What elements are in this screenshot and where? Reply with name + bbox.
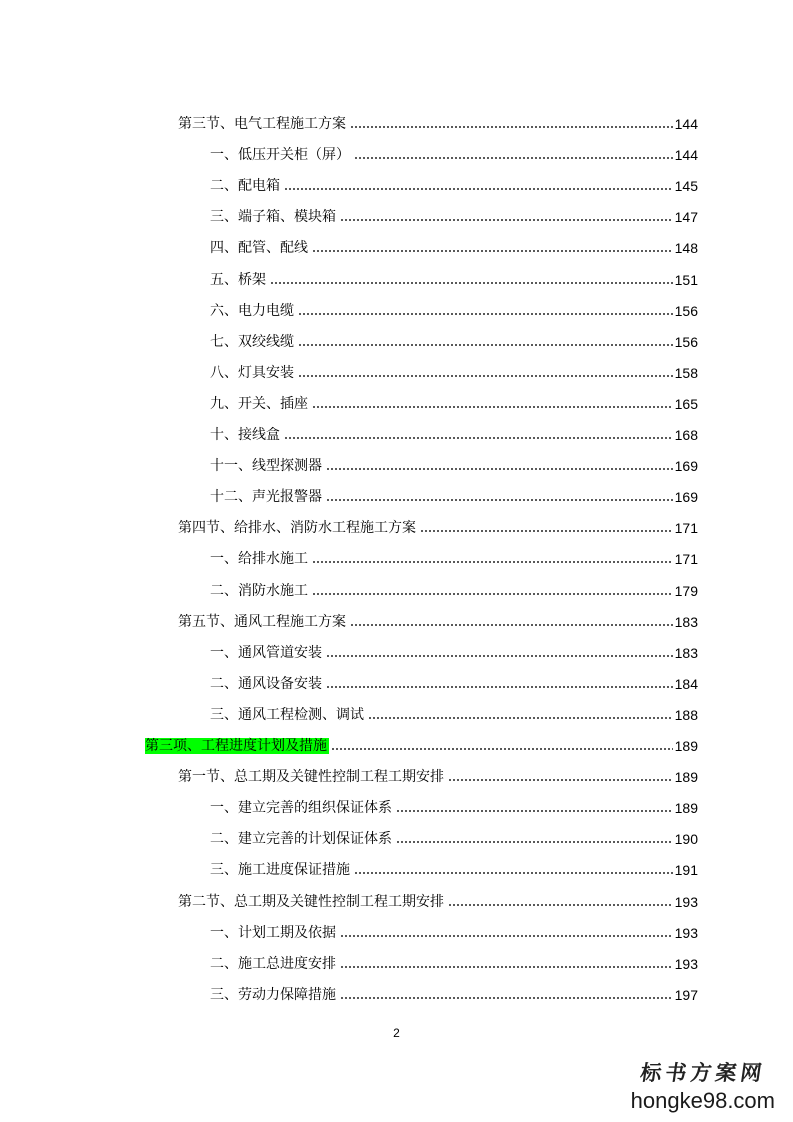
toc-entry[interactable]: [210, 452, 698, 474]
toc-entry-page: 168: [674, 427, 698, 443]
toc-entry-page: 169: [674, 489, 698, 505]
toc-entry[interactable]: [210, 701, 698, 723]
toc-entry-label: 二、配电箱: [210, 178, 280, 194]
watermark-url: hongke98.com: [630, 1088, 775, 1113]
toc-entry-page: 189: [674, 800, 698, 816]
toc-entry-page: 191: [674, 862, 698, 878]
page-number: 2: [393, 1026, 400, 1040]
toc-entry-page: 156: [674, 303, 698, 319]
toc-entry[interactable]: [210, 483, 698, 505]
toc-dot-leader: [354, 157, 673, 159]
toc-entry[interactable]: [210, 919, 698, 941]
toc-dot-leader: [354, 872, 673, 874]
toc-dot-leader: [298, 344, 673, 346]
toc-entry-page: 189: [674, 769, 698, 785]
watermark-title: 标书方案网: [638, 1060, 768, 1085]
toc-entry-page: 183: [674, 645, 698, 661]
toc-entry-label: 十二、声光报警器: [210, 489, 322, 505]
toc-entry-label: 三、劳动力保障措施: [210, 987, 336, 1003]
toc-entry[interactable]: [178, 514, 698, 536]
toc-entry-label: 第三项、工程进度计划及措施: [145, 738, 327, 754]
toc-entry[interactable]: [210, 856, 698, 878]
toc-entry[interactable]: [210, 825, 698, 847]
toc-entry-label: 第二节、总工期及关键性控制工程工期安排: [178, 894, 444, 910]
toc-entry-label: 六、电力电缆: [210, 303, 294, 319]
toc-entry-label: 三、施工进度保证措施: [210, 862, 350, 878]
toc-entry[interactable]: [210, 390, 698, 412]
toc-entry-label: 十一、线型探测器: [210, 458, 322, 474]
toc-dot-leader: [340, 966, 673, 968]
toc-dot-leader: [298, 375, 673, 377]
toc-entry[interactable]: [210, 141, 698, 163]
toc-dot-leader: [340, 219, 673, 221]
toc-entry[interactable]: [178, 110, 698, 132]
toc-entry-page: 171: [674, 520, 698, 536]
toc-entry-page: 165: [674, 396, 698, 412]
toc-entry-page: 171: [674, 551, 698, 567]
toc-entry[interactable]: [210, 545, 698, 567]
toc-entry-page: 190: [674, 831, 698, 847]
toc-entry-label: 第四节、给排水、消防水工程施工方案: [178, 520, 416, 536]
toc-entry-label: 五、桥架: [210, 272, 266, 288]
watermark: [631, 1057, 775, 1114]
toc-dot-leader: [396, 810, 673, 812]
toc-entry[interactable]: [210, 359, 698, 381]
toc-entry-label: 一、给排水施工: [210, 551, 308, 567]
toc-entry[interactable]: [210, 266, 698, 288]
toc-entry-page: 197: [674, 987, 698, 1003]
toc-entry-label: 一、低压开关柜（屏）: [210, 147, 350, 163]
toc-entry-label: 一、计划工期及依据: [210, 925, 336, 941]
toc-entry-page: 147: [674, 209, 698, 225]
toc-dot-leader: [326, 686, 673, 688]
toc-entry[interactable]: [210, 639, 698, 661]
toc-entry-page: 158: [674, 365, 698, 381]
toc-dot-leader: [340, 997, 673, 999]
toc-entry[interactable]: [178, 608, 698, 630]
toc-entry-label: 一、建立完善的组织保证体系: [210, 800, 392, 816]
toc-dot-leader: [298, 313, 673, 315]
toc-dot-leader: [326, 499, 673, 501]
toc-entry-page: 148: [674, 240, 698, 256]
toc-entry-label: 二、通风设备安装: [210, 676, 322, 692]
toc-dot-leader: [326, 655, 673, 657]
toc-entry-label: 一、通风管道安装: [210, 645, 322, 661]
toc-entry-page: 145: [674, 178, 698, 194]
toc-dot-leader: [312, 561, 673, 563]
toc-dot-leader: [448, 904, 673, 906]
toc-entry-label: 三、端子箱、模块箱: [210, 209, 336, 225]
toc-entry[interactable]: [210, 297, 698, 319]
toc-entry-page: 156: [674, 334, 698, 350]
toc-dot-leader: [270, 282, 673, 284]
toc-entry[interactable]: [210, 577, 698, 599]
toc-entry[interactable]: [210, 328, 698, 350]
toc-entry-page: 169: [674, 458, 698, 474]
toc-entry-label: 十、接线盒: [210, 427, 280, 443]
toc-entry-label: 四、配管、配线: [210, 240, 308, 256]
toc-entry-page: 184: [674, 676, 698, 692]
toc-entry-label: 三、通风工程检测、调试: [210, 707, 364, 723]
toc-dot-leader: [448, 779, 673, 781]
toc-entry[interactable]: [178, 763, 698, 785]
toc-entry-page: 193: [674, 925, 698, 941]
toc-entry-label: 二、消防水施工: [210, 583, 308, 599]
toc-entry[interactable]: [210, 421, 698, 443]
toc-dot-leader: [420, 530, 673, 532]
toc-dot-leader: [326, 468, 673, 470]
toc-entry-page: 179: [674, 583, 698, 599]
toc-dot-leader: [340, 935, 673, 937]
toc-dot-leader: [284, 188, 673, 190]
toc-entry[interactable]: [210, 203, 698, 225]
toc-entry[interactable]: [210, 172, 698, 194]
toc-entry-label: 第五节、通风工程施工方案: [178, 614, 346, 630]
toc-entry-page: 189: [674, 738, 698, 754]
toc-entry[interactable]: [210, 950, 698, 972]
toc-entry-page: 151: [674, 272, 698, 288]
toc-entry[interactable]: [145, 732, 698, 754]
toc-entry-page: 193: [674, 894, 698, 910]
toc-entry-page: 193: [674, 956, 698, 972]
toc-dot-leader: [312, 406, 673, 408]
toc-entry-label: 七、双绞线缆: [210, 334, 294, 350]
toc-entry[interactable]: [210, 234, 698, 256]
toc-dot-leader: [396, 841, 673, 843]
toc-dot-leader: [312, 593, 673, 595]
toc-dot-leader: [350, 126, 673, 128]
toc-entry-label: 八、灯具安装: [210, 365, 294, 381]
toc-dot-leader: [368, 717, 673, 719]
toc-entry-page: 144: [674, 116, 698, 132]
toc-entry-label: 第一节、总工期及关键性控制工程工期安排: [178, 769, 444, 785]
toc-entry[interactable]: [178, 888, 698, 910]
toc-entry[interactable]: [210, 670, 698, 692]
toc-dot-leader: [350, 624, 673, 626]
toc-dot-leader: [312, 250, 673, 252]
toc-entry-page: 188: [674, 707, 698, 723]
toc-dot-leader: [284, 437, 673, 439]
toc-dot-leader: [331, 748, 673, 750]
toc-entry-label: 九、开关、插座: [210, 396, 308, 412]
toc-entry[interactable]: [210, 981, 698, 1003]
toc-entry[interactable]: [210, 794, 698, 816]
toc-entry-label: 二、施工总进度安排: [210, 956, 336, 972]
toc-entry-page: 183: [674, 614, 698, 630]
toc-entry-label: 二、建立完善的计划保证体系: [210, 831, 392, 847]
toc-entry-label: 第三节、电气工程施工方案: [178, 116, 346, 132]
toc-entry-page: 144: [674, 147, 698, 163]
